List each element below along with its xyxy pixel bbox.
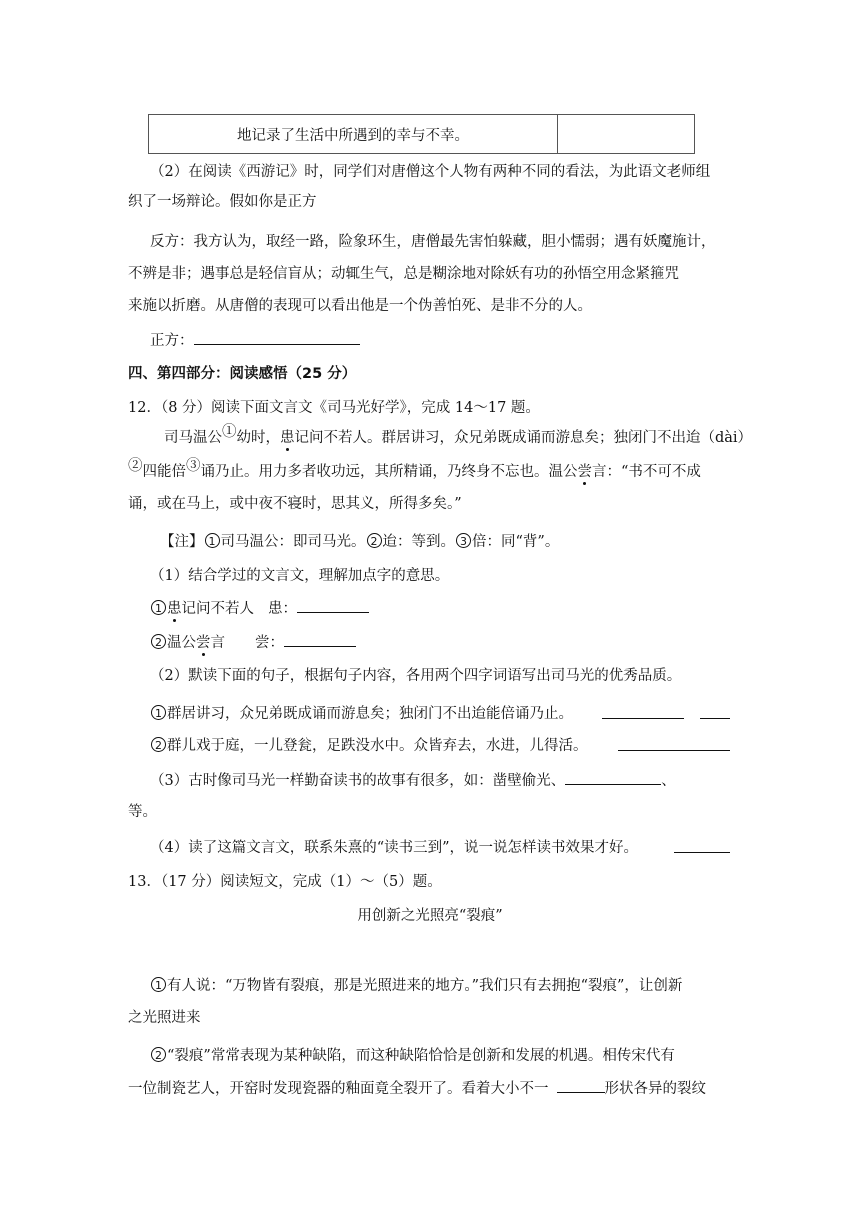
sub3-answer-blank[interactable] <box>565 770 661 785</box>
footnote-2: ② <box>128 458 143 474</box>
q12-passage-line3: 诵，或在马上，或中夜不寝时，思其义，所得多矣。” <box>128 496 462 512</box>
q2-zhengfang <box>150 330 360 351</box>
q13-para1-line2: 之光照进来 <box>128 1010 201 1026</box>
note-label: 【注】 <box>160 534 204 550</box>
q2-line1: （2）在阅读《西游记》时，同学们对唐僧这个人物有两种不同的看法，为此语文老师组 <box>150 164 711 180</box>
answer-table <box>148 114 695 154</box>
q12-passage-line2: ②四能倍③诵乃止。用力多者收功远，其所精诵，乃终身不忘也。温公尝言：“书不可不成 <box>128 458 701 480</box>
table-cell-blank <box>558 115 695 154</box>
q12-heading: 12．（8 分）阅读下面文言文《司马光好学》，完成 14～17 题。 <box>128 400 540 416</box>
q12-sub2-item1: 1 群居讲习，众兄弟既成诵而游息矣；独闭门不出迨能倍诵乃止。 <box>150 704 573 724</box>
q12-passage-line1: 司马温公①幼时，患记问不若人。群居讲习，众兄弟既成诵而游息矣；独闭门不出迨（dài） <box>164 424 753 446</box>
q12-sub2-item2: 2 群儿戏于庭，一儿登瓮，足跌没水中。众皆弃去，水进，儿得活。 <box>150 736 588 756</box>
table-cell-text: 地记录了生活中所遇到的幸与不幸。 <box>149 115 558 154</box>
dotted-char-chang-2: 尝 <box>196 635 211 651</box>
sub2-item2-blank[interactable] <box>618 736 730 751</box>
para2-answer-blank[interactable] <box>557 1078 605 1093</box>
table-row <box>149 115 695 154</box>
q12-sub3-tail: 等。 <box>128 804 157 820</box>
q2-line5: 来施以折磨。从唐僧的表现可以看出他是一个伪善怕死、是非不分的人。 <box>128 298 592 314</box>
q12-sub3: （3）古时像司马光一样勤奋读书的故事有很多，如：凿壁偷光、 、 <box>150 770 676 791</box>
q12-sub1-item1: 1 患记问不若人 患： <box>150 598 369 619</box>
q12-sub1-item2: 2 温公尝言 尝： <box>150 632 356 653</box>
footnote-3: ③ <box>186 458 201 474</box>
dotted-char-chang: 尝 <box>577 464 592 480</box>
zhengfang-label: 正方： <box>150 333 194 349</box>
q2-line2: 织了一场辩论。假如你是正方 <box>128 194 317 210</box>
q13-heading: 13．（17 分）阅读短文，完成（1）～（5）题。 <box>128 874 442 890</box>
dotted-char-huan: 患 <box>280 430 295 446</box>
sub4-answer-blank[interactable] <box>674 838 730 853</box>
q12-note: 【注】 1 司马温公：即司马光。 2 迨：等到。 3 倍：同“背”。 <box>160 534 560 550</box>
huan-answer-blank[interactable] <box>297 598 369 613</box>
q13-para1-line1: 1 有人说：“万物皆有裂痕，那是光照进来的地方。”我们只有去拥抱“裂痕”，让创新 <box>150 976 682 996</box>
sub2-item1-blank-a[interactable] <box>602 704 684 719</box>
footnote-1: ① <box>222 424 237 440</box>
section-heading: 四、第四部分：阅读感悟（25 分） <box>128 366 357 382</box>
q12-sub4: （4）读了这篇文言文，联系朱熹的“读书三到”，说一说怎样读书效果才好。 <box>150 840 639 856</box>
q2-line3: 反方：我方认为，取经一路，险象环生，唐僧最先害怕躲藏，胆小懦弱；遇有妖魔施计， <box>150 234 716 250</box>
article-title: 用创新之光照亮“裂痕” <box>357 908 503 924</box>
q13-para2-line2: 一位制瓷艺人，开窑时发现瓷器的釉面竟全裂开了。看着大小不一 形状各异的裂纹 <box>128 1078 706 1099</box>
q12-sub2-heading: （2）默读下面的句子，根据句子内容，各用两个四字词语写出司马光的优秀品质。 <box>150 668 682 684</box>
sub2-item1-blank-b[interactable] <box>700 704 730 719</box>
q12-sub1-heading: （1）结合学过的文言文，理解加点字的意思。 <box>150 568 450 584</box>
q2-line4: 不辨是非；遇事总是轻信盲从；动辄生气，总是糊涂地对除妖有功的孙悟空用念紧箍咒 <box>128 266 679 282</box>
dotted-char-huan-2: 患 <box>167 601 182 617</box>
chang-answer-blank[interactable] <box>284 632 356 647</box>
zhengfang-answer-blank[interactable] <box>194 330 360 345</box>
q13-para2-line1: 2 “裂痕”常常表现为某种缺陷，而这种缺陷恰恰是创新和发展的机遇。相传宋代有 <box>150 1046 675 1066</box>
